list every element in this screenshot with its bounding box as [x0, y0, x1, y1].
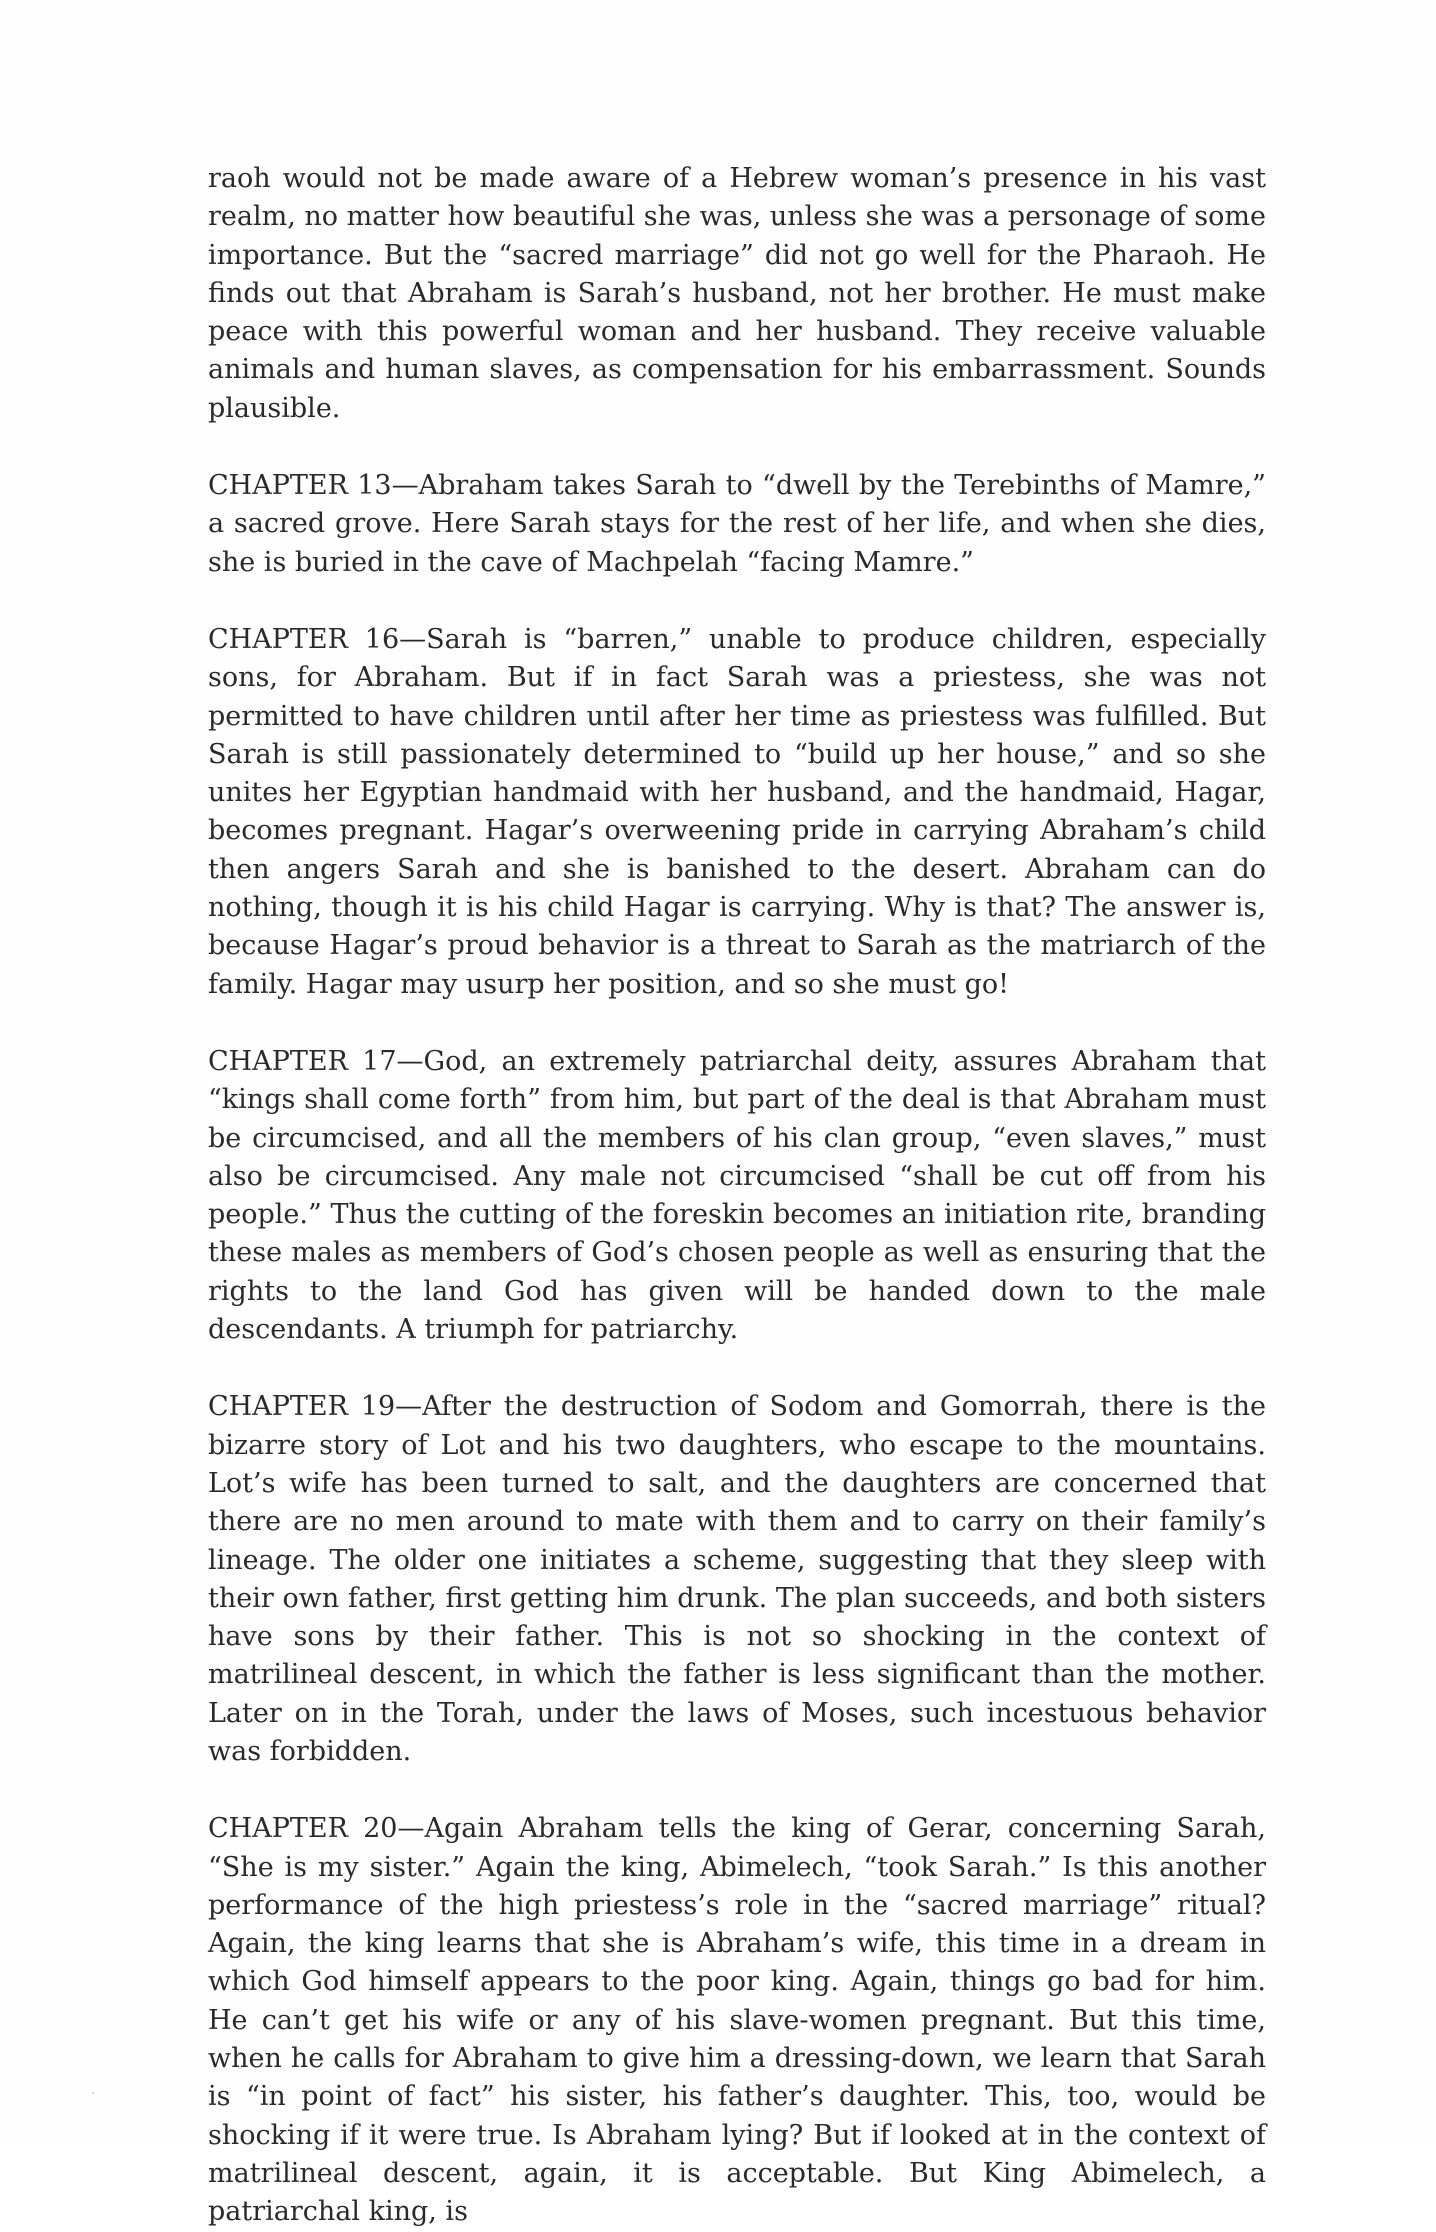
scan-speck [92, 2092, 94, 2094]
paragraph-chapter-16: CHAPTER 16—Sarah is “barren,” unable to produce children, especially sons, for Abraham. But if in fact Sarah was a priestess, she was not permitted to have children until after her time as priestess was fulfilled. But Sarah is still passionately determined to “build up her house,” and so she unites her Egyptian handmaid with her husband, and the handmaid, Hagar, becomes pregnant. Hagar’s overweening pride in carrying Abraham’s child then angers Sarah and she is banished to the desert. Abraham can do nothing, though it is his child Hagar is carrying. Why is that? The answer is, because Hagar’s proud behavior is a threat to Sarah as the matriarch of the family. Hagar may usurp her position, and so she must go! [208, 623, 1266, 1000]
paragraph-chapter-20: CHAPTER 20—Again Abraham tells the king of Gerar, concerning Sarah, “She is my sister.” Again the king, Abimelech, “took Sarah.” Is this another performance of the high priestess’s role in the “sacred marriage” ritual? Again, the king learns that she is Abraham’s wife, this time in a dream in which God himself appears to the poor king. Again, things go bad for him. He can’t get his wife or any of his slave-women pregnant. But this time, when he calls for Abraham to give him a dressing-down, we learn that Sarah is “in point of fact” his sister, his father’s daughter. This, too, would be shocking if it were true. Is Abraham lying? But if looked at in the context of matrilineal descent, again, it is acceptable. But King Abimelech, a patriarchal king, is [208, 1813, 1266, 2228]
paragraph-chapter-19: CHAPTER 19—After the destruction of Sodom and Gomorrah, there is the bizarre story of Lot and his two daughters, who escape to the mountains. Lot’s wife has been turned to salt, and the daughters are concerned that there are no men around to mate with them and to carry on their family’s lineage. The older one initiates a scheme, suggesting that they sleep with their own father, first getting him drunk. The plan succeeds, and both sisters have sons by their father. This is not so shocking in the context of matrilineal descent, in which the father is less significant than the mother. Later on in the Torah, under the laws of Moses, such incestuous behavior was forbidden. [208, 1391, 1266, 1767]
paragraph-pharaoh-continuation: raoh would not be made aware of a Hebrew woman’s presence in his vast realm, no matter how beautiful she was, unless she was a personage of some importance. But the “sacred marriage” did not go well for the Pharaoh. He finds out that Abraham is Sarah’s husband, not her brother. He must make peace with this powerful woman and her husband. They receive valuable animals and human slaves, as compensation for his embarrassment. Sounds plausible. [208, 163, 1266, 424]
body-text [208, 160, 1266, 2232]
paragraph-chapter-13: CHAPTER 13—Abraham takes Sarah to “dwell by the Terebinths of Mamre,” a sacred grove. Here Sarah stays for the rest of her life, and when she dies, she is buried in the cave of Machpelah “facing Mamre.” [208, 470, 1266, 578]
paragraph-chapter-17: CHAPTER 17—God, an extremely patriarchal deity, assures Abraham that “kings shall come forth” from him, but part of the deal is that Abraham must be circumcised, and all the members of his clan group, “even slaves,” must also be circumcised. Any male not circumcised “shall be cut off from his people.” Thus the cutting of the foreskin becomes an initiation rite, branding these males as members of God’s chosen people as well as ensuring that the rights to the land God has given will be handed down to the male descendants. A triumph for patriarchy. [208, 1045, 1266, 1346]
